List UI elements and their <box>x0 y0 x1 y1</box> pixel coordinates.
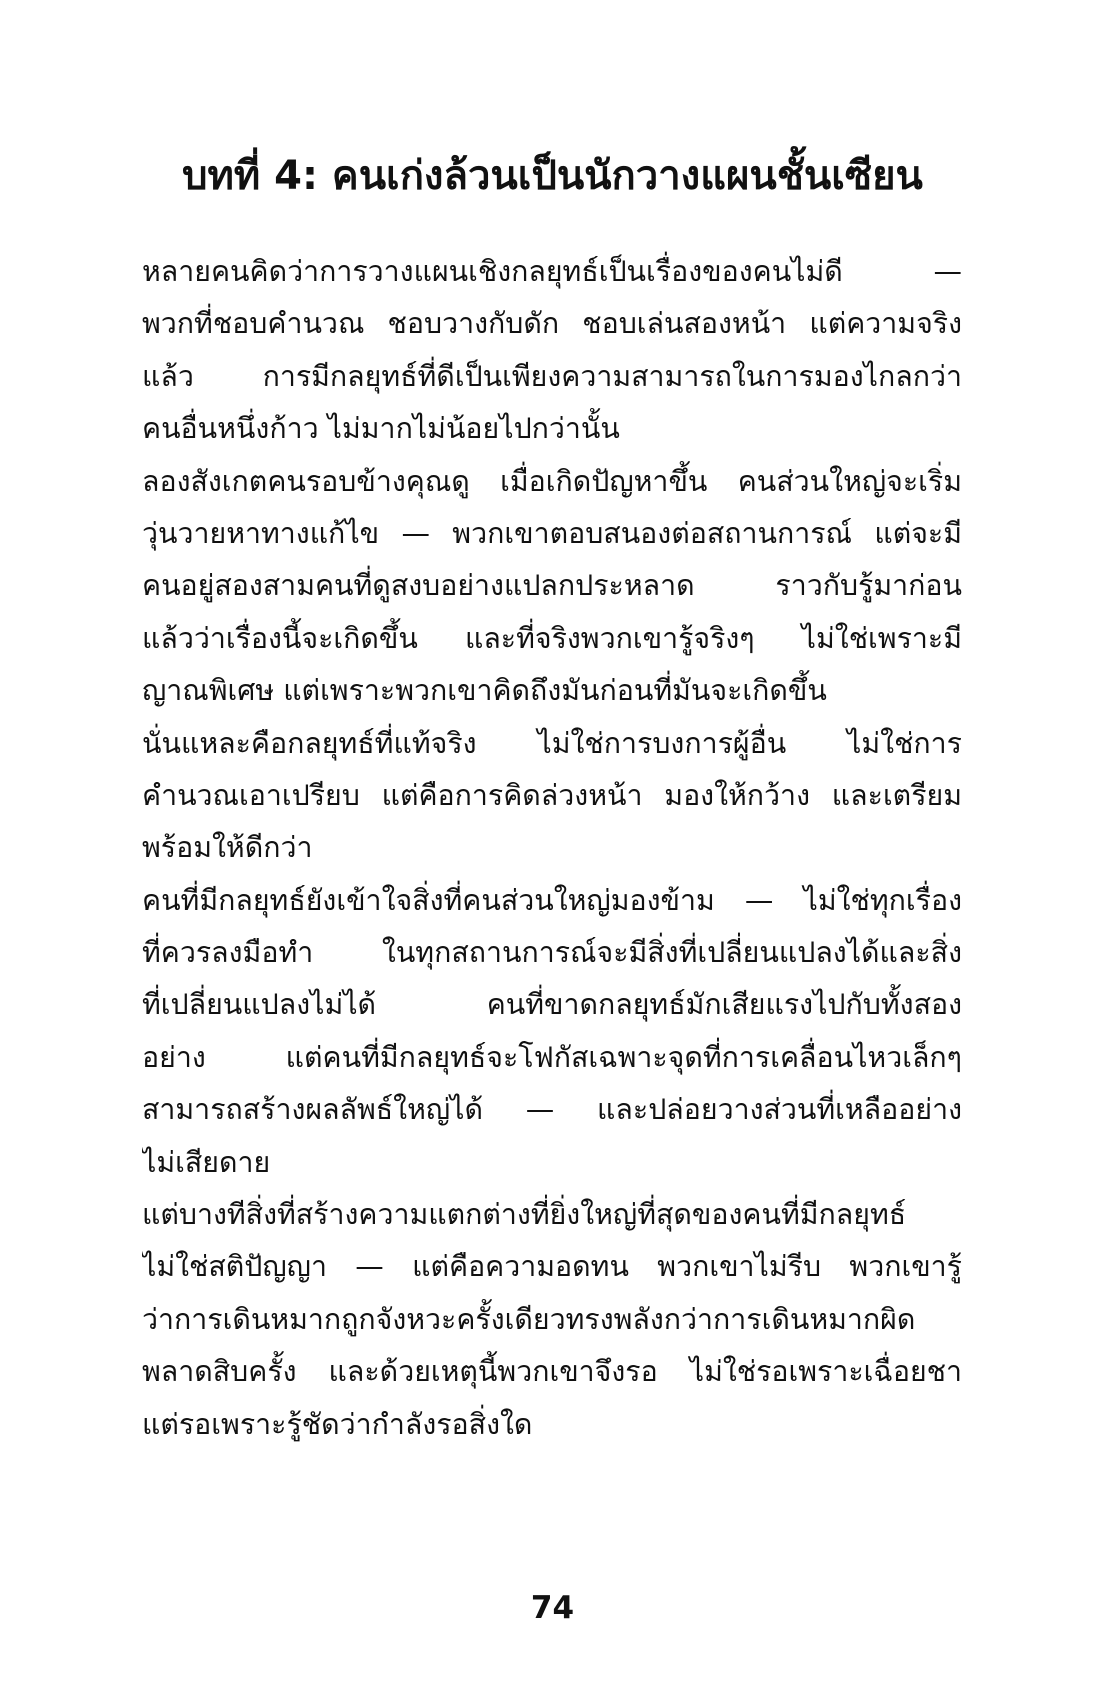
chapter-body <box>142 246 962 1451</box>
body-line: ไม่ใช่สติปัญญา — แต่คือความอดทน พวกเขาไม่รีบ พวกเขารู้ <box>142 1250 962 1284</box>
chapter-title: บทที่ 4: คนเก่งล้วนเป็นนักวางแผนชั้นเซียน <box>182 153 923 199</box>
body-line: แล้วว่าเรื่องนี้จะเกิดขึ้น และที่จริงพวกเขารู้จริงๆ ไม่ใช่เพราะมี <box>142 621 962 655</box>
body-line: คนที่มีกลยุทธ์ยังเข้าใจสิ่งที่คนส่วนใหญ่มองข้าม — ไม่ใช่ทุกเรื่อง <box>142 883 962 917</box>
body-line: สามารถสร้างผลลัพธ์ใหญ่ได้ — และปล่อยวางส่วนที่เหลืออย่าง <box>142 1093 962 1127</box>
body-line: อย่าง แต่คนที่มีกลยุทธ์จะโฟกัสเฉพาะจุดที่การเคลื่อนไหวเล็กๆ <box>142 1040 962 1074</box>
body-line: แต่รอเพราะรู้ชัดว่ากำลังรอสิ่งใด <box>142 1407 533 1441</box>
body-line: วุ่นวายหาทางแก้ไข — พวกเขาตอบสนองต่อสถานการณ์ แต่จะมี <box>142 516 962 550</box>
body-line: ที่ควรลงมือทำ ในทุกสถานการณ์จะมีสิ่งที่เปลี่ยนแปลงได้และสิ่ง <box>142 936 962 970</box>
body-line: นั่นแหละคือกลยุทธ์ที่แท้จริง ไม่ใช่การบงการผู้อื่น ไม่ใช่การ <box>142 726 962 760</box>
page-number: 74 <box>530 1590 575 1626</box>
body-line: แต่บางทีสิ่งที่สร้างความแตกต่างที่ยิ่งใหญ่ที่สุดของคนที่มีกลยุทธ์ <box>142 1198 907 1232</box>
body-line: ที่เปลี่ยนแปลงไม่ได้ คนที่ขาดกลยุทธ์มักเสียแรงไปกับทั้งสอง <box>142 988 962 1022</box>
body-line: ว่าการเดินหมากถูกจังหวะครั้งเดียวทรงพลังกว่าการเดินหมากผิด <box>142 1302 916 1336</box>
body-line: พวกที่ชอบคำนวณ ชอบวางกับดัก ชอบเล่นสองหน้า แต่ความจริง <box>142 307 962 341</box>
body-line: แล้ว การมีกลยุทธ์ที่ดีเป็นเพียงความสามารถในการมองไกลกว่า <box>142 359 962 393</box>
body-line: หลายคนคิดว่าการวางแผนเชิงกลยุทธ์เป็นเรื่องของคนไม่ดี — <box>142 255 962 288</box>
body-line: พร้อมให้ดีกว่า <box>142 831 313 865</box>
body-line: พลาดสิบครั้ง และด้วยเหตุนี้พวกเขาจึงรอ ไม่ใช่รอเพราะเฉื่อยชา <box>142 1355 962 1389</box>
body-line: ญาณพิเศษ แต่เพราะพวกเขาคิดถึงมันก่อนที่มันจะเกิดขึ้น <box>142 674 827 708</box>
body-line: คนอยู่สองสามคนที่ดูสงบอย่างแปลกประหลาด ราวกับรู้มาก่อน <box>142 569 962 603</box>
body-line: ไม่เสียดาย <box>142 1145 271 1179</box>
body-line: คำนวณเอาเปรียบ แต่คือการคิดล่วงหน้า มองให้กว้าง และเตรียม <box>142 778 962 812</box>
body-line: ลองสังเกตคนรอบข้างคุณดู เมื่อเกิดปัญหาขึ้น คนส่วนใหญ่จะเริ่ม <box>142 464 962 498</box>
body-line: คนอื่นหนึ่งก้าว ไม่มากไม่น้อยไปกว่านั้น <box>142 412 620 446</box>
